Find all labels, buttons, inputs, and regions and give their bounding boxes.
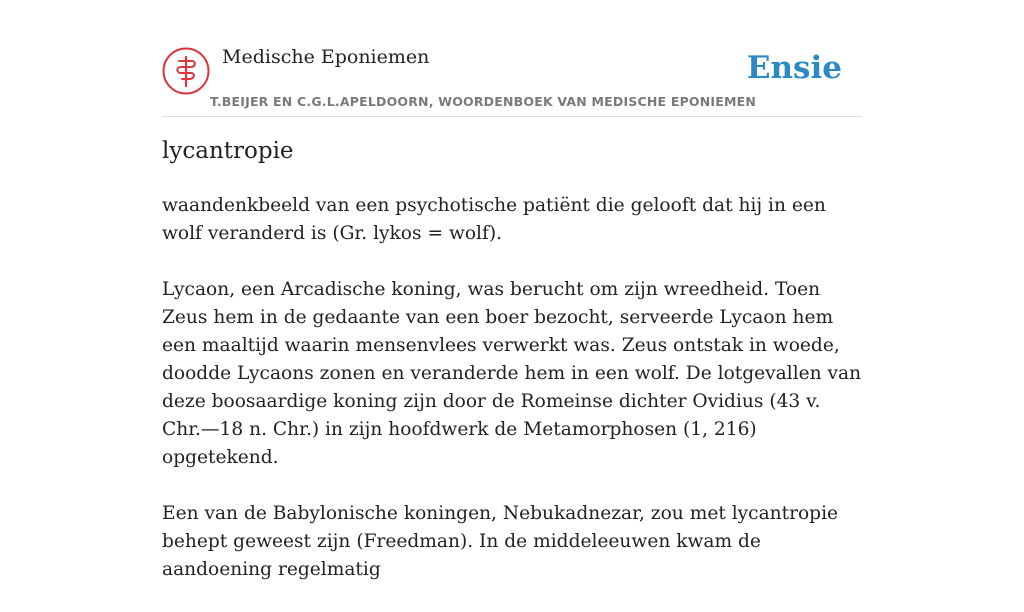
entry-paragraph: waandenkbeeld van een psychotische patiënt die gelooft dat hij in een wolf veranderd is (Gr. lykos = wolf). bbox=[162, 195, 826, 244]
entry-content bbox=[162, 192, 862, 612]
brand-logo[interactable]: Ensie bbox=[746, 50, 842, 86]
book-title[interactable]: Medische Eponiemen bbox=[222, 46, 430, 68]
entry-paragraph: Lycaon, een Arcadische koning, was berucht om zijn wreedheid. Toen Zeus hem in de gedaante van een boer bezocht, serveerde Lycaon hem een maaltijd waarin mensenvlees verwerkt was. Zeus ontstak in woede, doodde Lycaons zonen en veranderde hem in een wolf. De lotgevallen van deze boosaardige koning zijn door de Romeinse dichter Ovidius (43 v. Chr.—18 n. Chr.) in zijn hoofdwerk de Metamorphosen (1, 216) opgetekend. bbox=[162, 279, 862, 468]
entry-paragraph: Een van de Babylonische koningen, Nebukadnezar, zou met lycantropie behept geweest zijn (Freedman). In de middeleeuwen kwam de aandoening regelmatig bbox=[162, 503, 839, 580]
book-authors: T.BEIJER EN C.G.L.APELDOORN, WOORDENBOEK VAN MEDISCHE EPONIEMEN bbox=[210, 94, 757, 109]
caduceus-icon[interactable] bbox=[162, 47, 210, 95]
entry-title: lycantropie bbox=[162, 138, 294, 164]
site-header bbox=[162, 44, 862, 117]
